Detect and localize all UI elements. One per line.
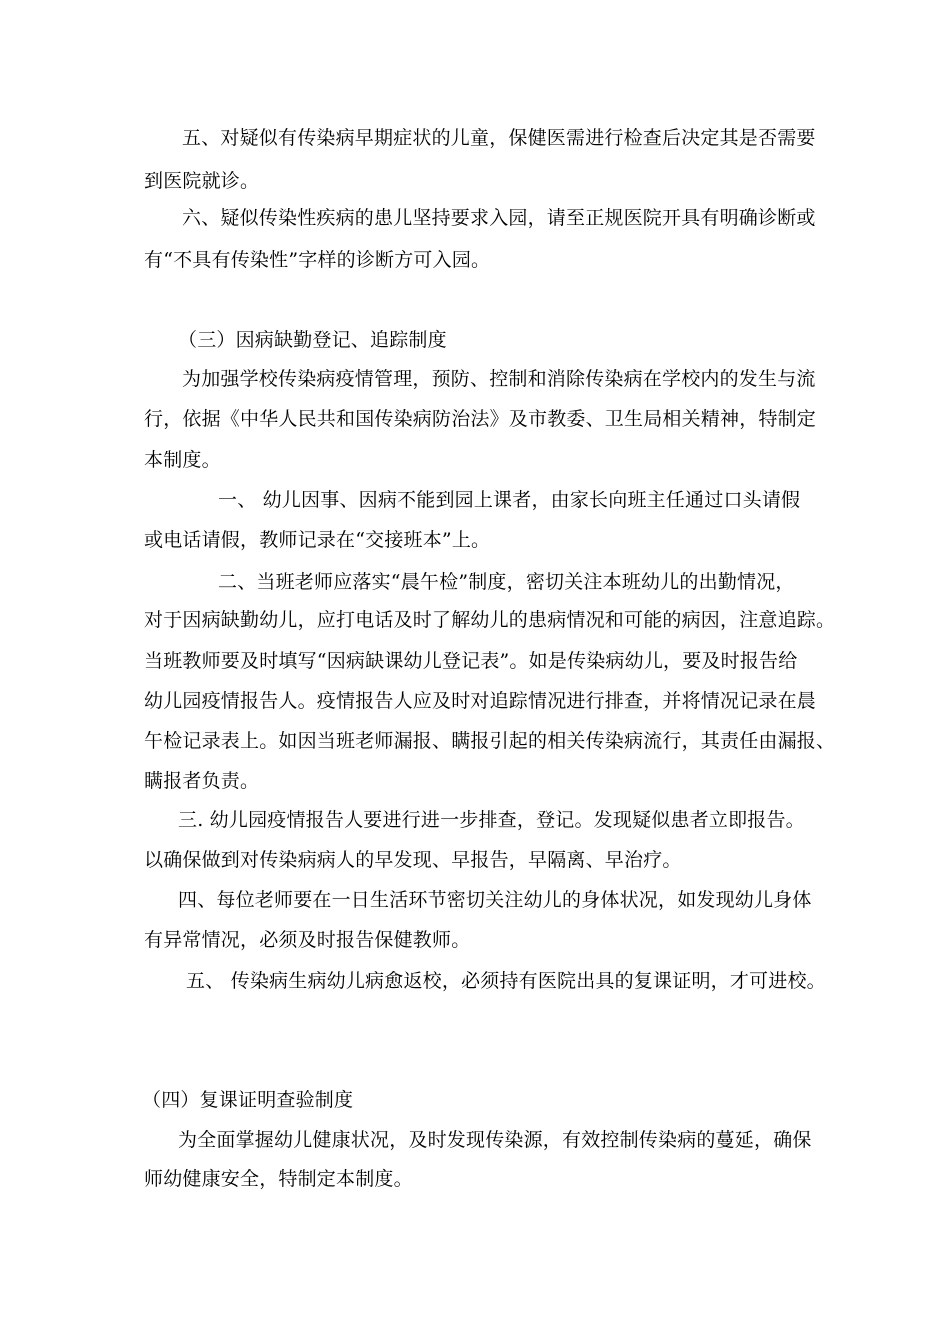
section-3-item-2-line-5: 午检记录表上。如因当班老师漏报、瞒报引起的相关传染病流行，其责任由漏报、 bbox=[144, 730, 836, 752]
section-3-item-4-line-1: 四、每位老师要在一日生活环节密切关注幼儿的身体状况，如发现幼儿身体 bbox=[178, 889, 812, 911]
section-3-item-3-line-2: 以确保做到对传染病病人的早发现、早报告，早隔离、早治疗。 bbox=[144, 849, 682, 871]
section-3-item-1-line-1: 一、 幼儿因事、因病不能到园上课者，由家长向班主任通过口头请假 bbox=[218, 489, 801, 511]
section-3-item-2-line-3: 当班教师要及时填写“因病缺课幼儿登记表”。如是传染病幼儿，要及时报告给 bbox=[144, 650, 798, 672]
section-3-intro-line-3: 本制度。 bbox=[144, 449, 221, 471]
section-3-item-5-line-1: 五、 传染病生病幼儿病愈返校，必须持有医院出具的复课证明，才可进校。 bbox=[186, 970, 826, 992]
section-3-item-2-line-6: 瞒报者负责。 bbox=[144, 770, 260, 792]
section-3-intro-line-2: 行，依据《中华人民共和国传染病防治法》及市教委、卫生局相关精神，特制定 bbox=[144, 408, 817, 430]
section-3-item-3-line-1: 三. 幼儿园疫情报告人要进行进一步排查，登记。发现疑似患者立即报告。 bbox=[178, 809, 805, 831]
section-3-item-4-line-2: 有异常情况，必须及时报告保健教师。 bbox=[144, 929, 471, 951]
paragraph-5-line-2: 到医院就诊。 bbox=[144, 170, 260, 192]
section-3-intro-line-1: 为加强学校传染病疫情管理，预防、控制和消除传染病在学校内的发生与流 bbox=[182, 368, 816, 390]
paragraph-6-line-1: 六、疑似传染性疾病的患儿坚持要求入园，请至正规医院开具有明确诊断或 bbox=[182, 207, 816, 229]
section-3-item-2-line-2: 对于因病缺勤幼儿，应打电话及时了解幼儿的患病情况和可能的病因，注意追踪。 bbox=[144, 609, 836, 631]
section-3-item-2-line-1: 二、当班老师应落实“晨午检”制度，密切关注本班幼儿的出勤情况， bbox=[218, 571, 795, 593]
section-3-item-1-line-2: 或电话请假，教师记录在“交接班本”上。 bbox=[144, 529, 491, 551]
paragraph-5-line-1: 五、对疑似有传染病早期症状的儿童，保健医需进行检查后决定其是否需要 bbox=[182, 127, 816, 149]
section-4-heading: （四）复课证明查验制度 bbox=[142, 1089, 354, 1111]
section-4-intro-line-1: 为全面掌握幼儿健康状况，及时发现传染源，有效控制传染病的蔓延，确保 bbox=[178, 1129, 812, 1151]
section-4-intro-line-2: 师幼健康安全，特制定本制度。 bbox=[144, 1168, 413, 1190]
paragraph-6-line-2: 有“不具有传染性”字样的诊断方可入园。 bbox=[144, 249, 491, 271]
section-3-item-2-line-4: 幼儿园疫情报告人。疫情报告人应及时对追踪情况进行排查，并将情况记录在晨 bbox=[144, 690, 817, 712]
section-3-heading: （三）因病缺勤登记、追踪制度 bbox=[178, 329, 447, 351]
